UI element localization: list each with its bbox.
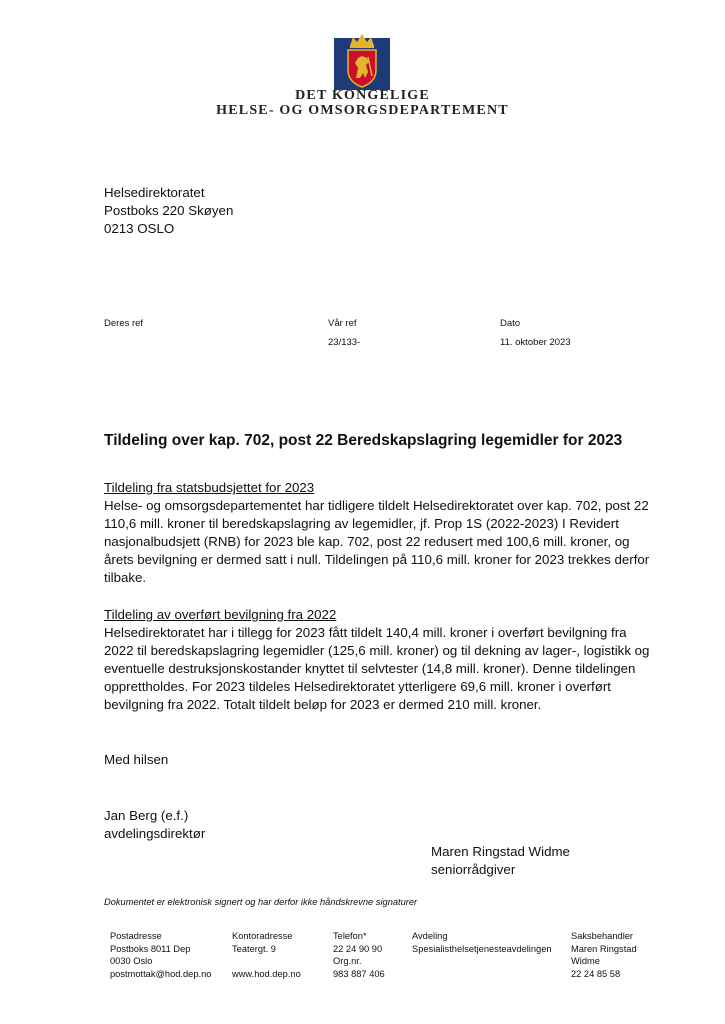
signer-2-title: seniorrådgiver <box>431 862 516 877</box>
paragraph-line: 2022 til beredskapslagring legemidler (125,6 mill. kroner) og til dekning av lager-, logistikk og <box>104 643 650 658</box>
var-ref-value: 23/133- <box>328 337 361 348</box>
footer-postadresse <box>110 930 211 980</box>
recipient-name: Helsedirektoratet <box>104 185 205 200</box>
coat-of-arms-logo <box>334 32 390 90</box>
footer-value: 22 24 90 90 <box>333 943 383 954</box>
footer-value: Spesialisthelsetjenesteavdelingen <box>412 943 552 954</box>
section-overfort-bevilgning <box>104 606 664 714</box>
paragraph-line: eventuelle destruksjonskostander knyttet til selvtester (14,8 mill. kroner). Denne tildelingen <box>104 661 636 676</box>
footer-telefon <box>333 930 385 980</box>
section-statsbudsjett <box>104 479 664 587</box>
footer-value: Widme <box>571 956 600 966</box>
footer-value: Teatergt. 9 <box>232 943 276 954</box>
footer-value: 22 24 85 58 <box>571 968 621 979</box>
signer-1 <box>104 807 205 843</box>
signer-2-name: Maren Ringstad Widme <box>431 844 570 859</box>
department-name-line2: HELSE- OG OMSORGSDEPARTEMENT <box>216 103 509 118</box>
footer-value: Org.nr. <box>333 956 362 966</box>
section-heading: Tildeling fra statsbudsjettet for 2023 <box>104 480 315 495</box>
paragraph-line: Helse- og omsorgsdepartementet har tidligere tildelt Helsedirektoratet over kap. 702, post 22 <box>104 498 649 513</box>
paragraph-line: opprettholdes. For 2023 tildeles Helsedirektoratet ytterligere 69,6 mill. kroner i overført <box>104 679 611 694</box>
paragraph-line: Helsedirektoratet har i tillegg for 2023 fått tildelt 140,4 mill. kroner i overført bevilgning fra <box>104 625 627 640</box>
var-ref-label: Vår ref <box>328 318 357 329</box>
footer-label: Kontoradresse <box>232 931 293 941</box>
signer-2 <box>431 843 570 879</box>
footer-label: Avdeling <box>412 931 448 941</box>
department-name-line1: DET KONGELIGE <box>295 88 430 103</box>
letter-title: Tildeling over kap. 702, post 22 Beredskapslagring legemidler for 2023 <box>104 432 623 449</box>
footer-spacer <box>232 955 301 968</box>
footer-kontoradresse <box>232 930 301 980</box>
recipient-postal: 0213 OSLO <box>104 221 175 236</box>
footer-email-link[interactable]: postmottak@hod.dep.no <box>110 968 212 979</box>
signature-note: Dokumentet er elektronisk signert og har derfor ikke håndskrevne signaturer <box>104 897 418 907</box>
footer-value: Maren Ringstad <box>571 943 637 954</box>
paragraph-line: årets bevilgning er dermed satt i null. Tildelingen på 110,6 mill. kroner for 2023 trekkes derfor <box>104 552 650 567</box>
paragraph-line: bevilgning fra 2022. Totalt tildelt beløp for 2023 er dermed 210 mill. kroner. <box>104 697 542 712</box>
footer-avdeling <box>412 930 552 955</box>
footer-label: Postadresse <box>110 931 162 941</box>
footer-website-link[interactable]: www.hod.dep.no <box>232 968 301 979</box>
footer-value: Postboks 8011 Dep <box>110 943 191 954</box>
footer-label: Telefon* <box>333 931 367 941</box>
dato-value: 11. oktober 2023 <box>500 337 571 348</box>
signer-1-title: avdelingsdirektør <box>104 826 206 841</box>
footer-value: 983 887 406 <box>333 968 385 979</box>
recipient-address <box>104 184 233 238</box>
footer-saksbehandler <box>571 930 637 980</box>
recipient-street: Postboks 220 Skøyen <box>104 203 234 218</box>
greeting: Med hilsen <box>104 752 169 767</box>
paragraph-line: 110,6 mill. kroner til beredskapslagring av legemidler, jf. Prop 1S (2022-2023) I Revidert <box>104 516 619 531</box>
paragraph-line: tilbake. <box>104 570 147 585</box>
signer-1-name: Jan Berg (e.f.) <box>104 808 189 823</box>
footer-value: 0030 Oslo <box>110 956 153 966</box>
paragraph-line: nasjonalbudsjett (RNB) for 2023 ble kap. 702, post 22 redusert med 100,6 mill. kroner, og <box>104 534 630 549</box>
section-heading: Tildeling av overført bevilgning fra 2022 <box>104 607 337 622</box>
footer-label: Saksbehandler <box>571 931 634 941</box>
dato-label: Dato <box>500 318 521 329</box>
deres-ref-label: Deres ref <box>104 318 144 329</box>
